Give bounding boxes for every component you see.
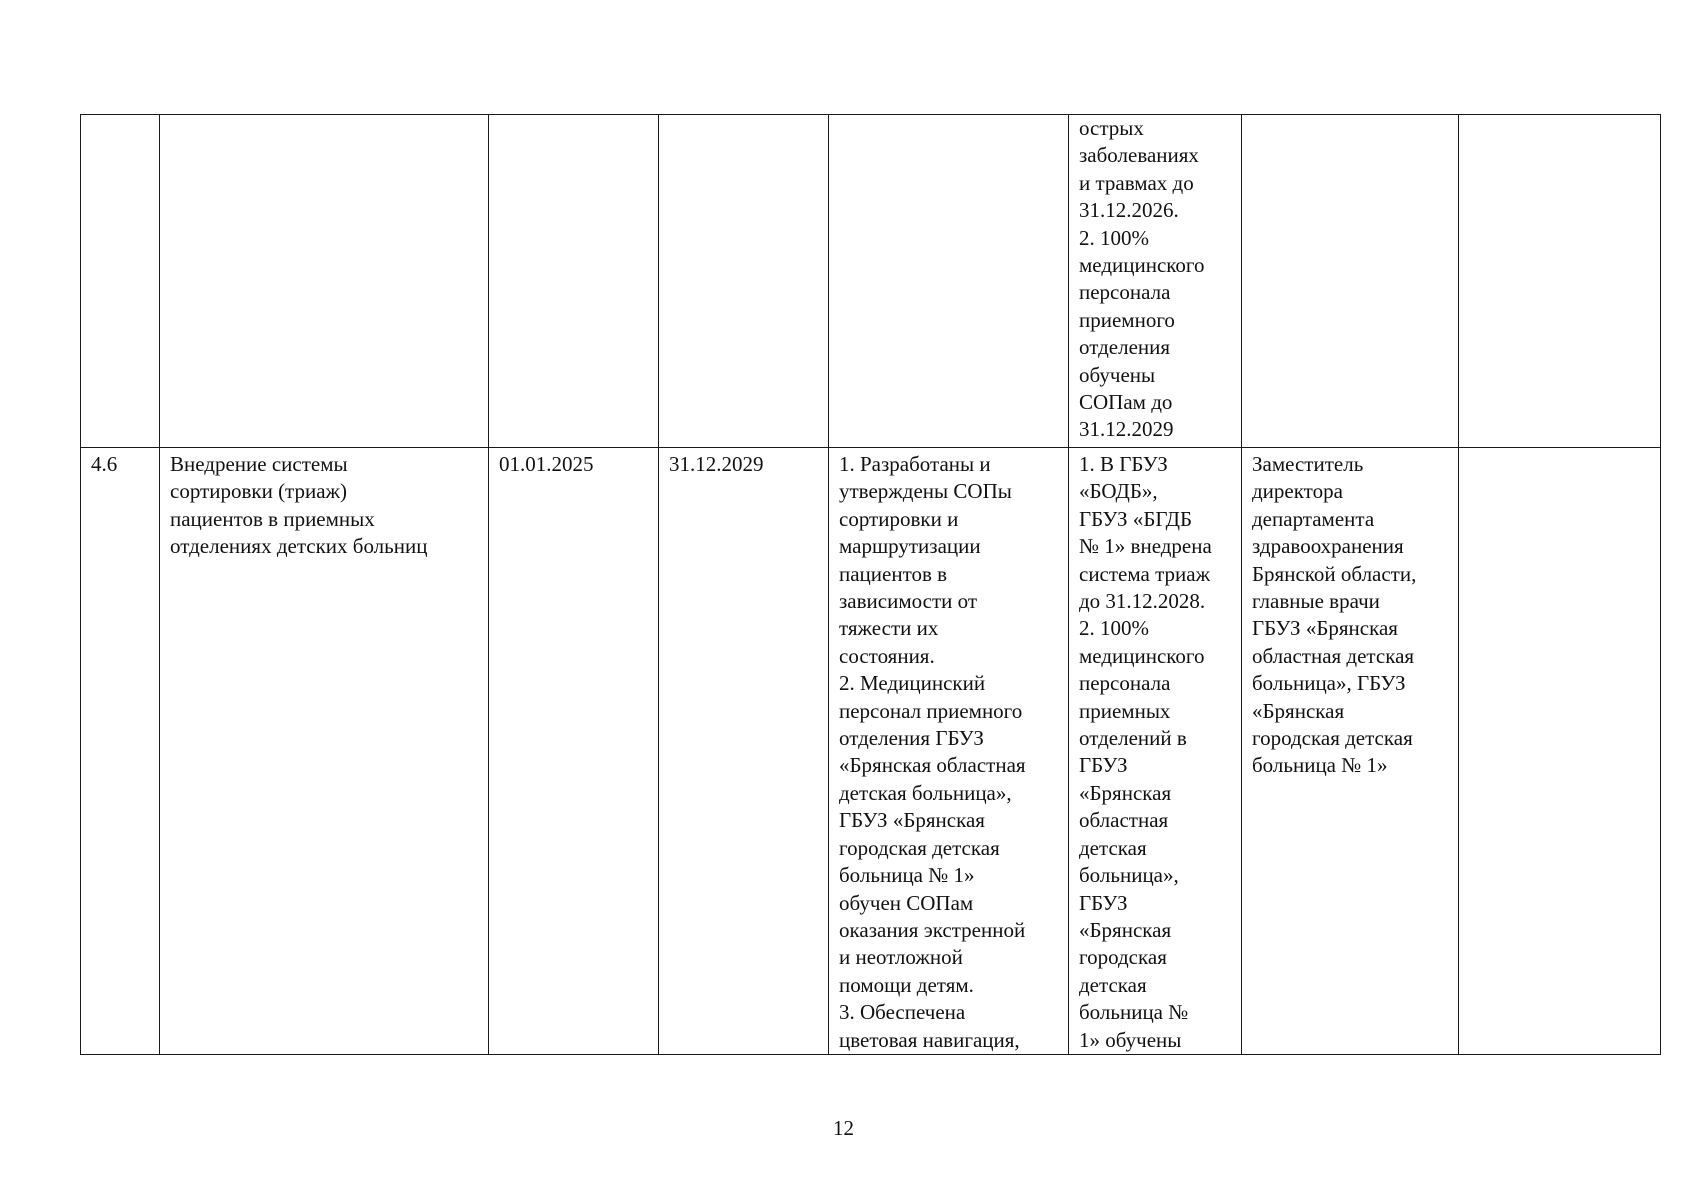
page-number: 12 bbox=[833, 1116, 854, 1140]
cell-start-date: 01.01.2025 bbox=[489, 448, 659, 1055]
cell-end-date bbox=[659, 115, 829, 448]
table-row-continued bbox=[81, 115, 1661, 448]
cell-result bbox=[829, 115, 1069, 448]
cell-indicator: острых заболеваниях и травмах до 31.12.2026. 2. 100% медицинского персонала приемного отделения обучены СОПам до 31.12.2029 bbox=[1069, 115, 1242, 448]
cell-end-date: 31.12.2029 bbox=[659, 448, 829, 1055]
cell-number bbox=[81, 115, 160, 448]
cell-number: 4.6 bbox=[81, 448, 160, 1055]
cell-result: 1. Разработаны и утверждены СОПы сортировки и маршрутизации пациентов в зависимости от тяжести их состояния. 2. Медицинский персонал приемного отделения ГБУЗ «Брянская областная детская больница», ГБУЗ «Брянская городская детская больница № 1» обучен СОПам оказания экстренной и неотложной помощи детям. 3. Обеспечена цветовая навигация, bbox=[829, 448, 1069, 1055]
cell-note bbox=[1459, 448, 1661, 1055]
cell-indicator: 1. В ГБУЗ «БОДБ», ГБУЗ «БГДБ № 1» внедрена система триаж до 31.12.2028. 2. 100% медицинского персонала приемных отделений в ГБУЗ «Брянская областная детская больница», ГБУЗ «Брянская городская детская больница № 1» обучены bbox=[1069, 448, 1242, 1055]
cell-note bbox=[1459, 115, 1661, 448]
cell-measure-name bbox=[160, 115, 489, 448]
cell-responsible bbox=[1242, 115, 1459, 448]
cell-start-date bbox=[489, 115, 659, 448]
cell-responsible: Заместитель директора департамента здравоохранения Брянской области, главные врачи ГБУЗ «Брянская областная детская больница», ГБУЗ «Брянская городская детская больница № 1» bbox=[1242, 448, 1459, 1055]
cell-measure-name: Внедрение системы сортировки (триаж) пациентов в приемных отделениях детских больниц bbox=[160, 448, 489, 1055]
measures-table bbox=[80, 114, 1661, 1055]
table-row-4-6 bbox=[81, 448, 1661, 1055]
